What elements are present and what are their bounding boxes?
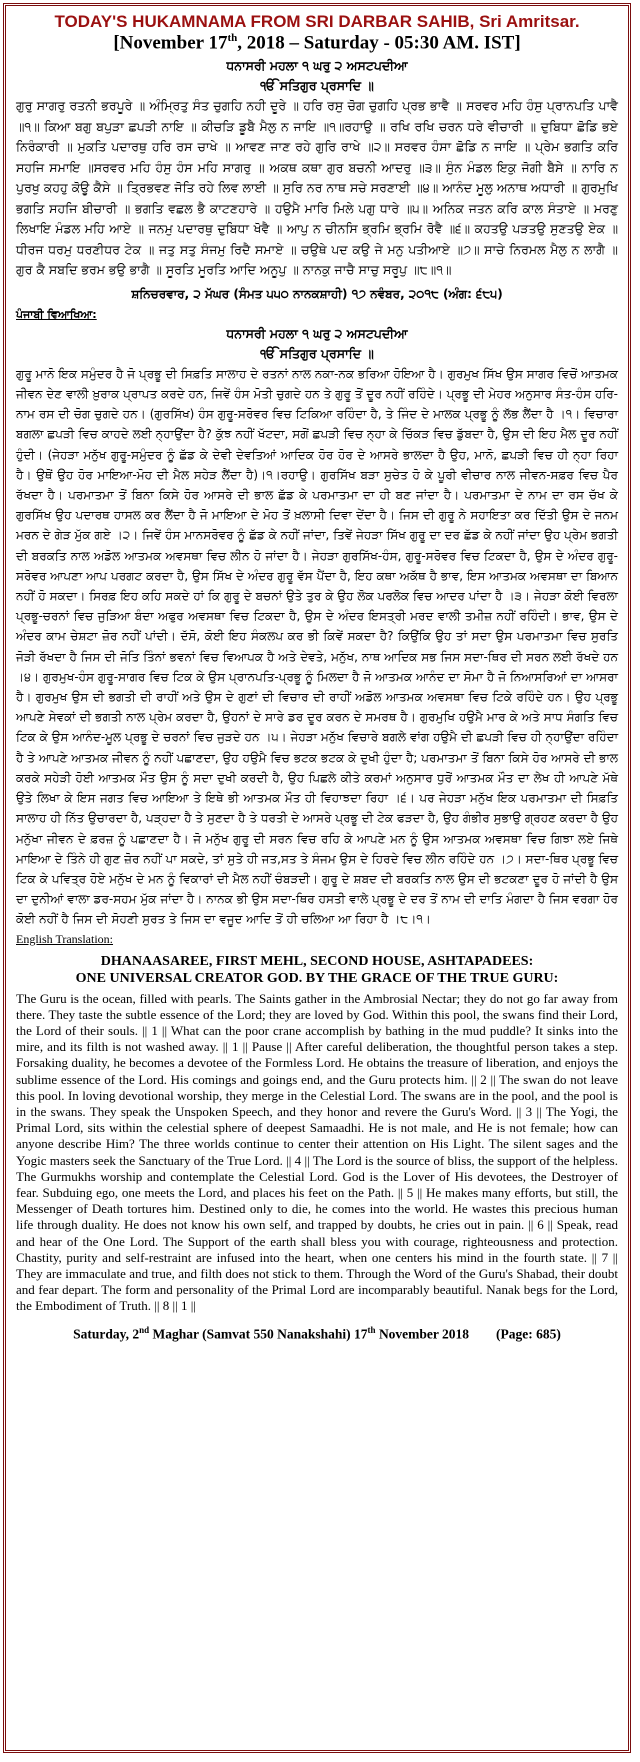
date-superscript: th [227, 32, 238, 44]
english-heading-raag: DHANAASAREE, FIRST MEHL, SECOND HOUSE, ASHTAPADEES: [100, 953, 534, 969]
footer-middle: Maghar (Samvat 550 Nanakshahi) 17 [149, 1326, 368, 1342]
gurbani-heading-raag: ਧਨਾਸਰੀ ਮਹਲਾ ੧ ਘਰੁ ੨ ਅਸਟਪਦੀਆ [226, 58, 408, 74]
page-date [16, 32, 618, 54]
page-title: TODAY'S HUKAMNAMA FROM SRI DARBAR SAHIB, Sri Amritsar. [54, 12, 580, 31]
english-label: English Translation: [16, 931, 114, 946]
footer-date [16, 1325, 618, 1343]
punjabi-heading-raag: ਧਨਾਸਰੀ ਮਹਲਾ ੧ ਘਰੁ ੨ ਅਸਟਪਦੀਆ [226, 325, 408, 341]
footer-superscript-2: th [367, 1324, 376, 1335]
gurmukhi-dateline: ਸ਼ਨਿਚਰਵਾਰ, ੨ ਮੱਘਰ (ਸੰਮਤ ੫੫੦ ਨਾਨਕਸ਼ਾਹੀ) ੧੭ ਨਵੰਬਰ, ੨੦੧੮ (ਅੰਗ: ੬੮੫) [131, 286, 503, 301]
punjabi-label: ਪੰਜਾਬੀ ਵਿਆਖਿਆ: [16, 307, 97, 321]
punjabi-heading-mool: ੴ ਸਤਿਗੁਰ ਪ੍ਰਸਾਦਿ ॥ [260, 345, 374, 361]
hukamnama-page [3, 3, 631, 1753]
footer-superscript-1: nd [139, 1324, 150, 1335]
footer-end: November 2018 (Page: 685) [375, 1326, 561, 1342]
footer-prefix: Saturday, 2 [73, 1326, 140, 1342]
punjabi-explanation: ਗੁਰੂ ਮਾਨੋ ਇਕ ਸਮੁੰਦਰ ਹੈ ਜੋ ਪ੍ਰਭੂ ਦੀ ਸਿਫ਼ਤਿ ਸਾਲਾਹ ਦੇ ਰਤਨਾਂ ਨਾਲ ਨਕਾ-ਨਕ ਭਰਿਆ ਹੋਇਆ ਹੈ। ਗੁਰਮੁਖ ਸਿੱਖ ਉਸ ਸਾਗਰ ਵਿਚੋਂ ਆਤਮਕ ਜੀਵਨ ਦੇਣ ਵਾਲੀ ਖ਼ੁਰਾਕ ਪ੍ਰਾਪਤ ਕਰਦੇ ਹਨ, ਜਿਵੇਂ ਹੰਸ ਮੋਤੀ ਚੁਗਦੇ ਹਨ ਤੇ ਗੁਰੂ ਤੋਂ ਦੂਰ ਨਹੀਂ ਰਹਿੰਦੇ। ਪ੍ਰਭੂ ਦੀ ਮੇਹਰ ਅਨੁਸਾਰ ਸੰਤ-ਹੰਸ ਹਰਿ-ਨਾਮ ਰਸ ਦੀ ਚੋਗ ਚੁਗਦੇ ਹਨ। (ਗੁਰਸਿੱਖ) ਹੰਸ ਗੁਰੂ-ਸਰੋਵਰ ਵਿਚ ਟਿਕਿਆ ਰਹਿੰਦਾ ਹੈ, ਤੇ ਜਿੰਦ ਦੇ ਮਾਲਕ ਪ੍ਰਭੂ ਨੂੰ ਲੱਭ ਲੈਂਦਾ ਹੈ ।੧। ਵਿਚਾਰਾ ਬਗਲਾ ਛਪੜੀ ਵਿਚ ਕਾਹਦੇ ਲਈ ਨ੍ਹਾਉਂਦਾ ਹੈ? ਕੁੱਝ ਨਹੀਂ ਖੱਟਦਾ, ਸਗੋਂ ਛਪੜੀ ਵਿਚ ਨ੍ਹਾ ਕੇ ਚਿੱਕੜ ਵਿਚ ਡੁੱਬਦਾ ਹੈ, ਉਸ ਦੀ ਇਹ ਮੈਲ ਦੂਰ ਨਹੀਂ ਹੁੰਦੀ। (ਜੇਹੜਾ ਮਨੁੱਖ ਗੁਰੂ-ਸਮੁੰਦਰ ਨੂੰ ਛੱਡ ਕੇ ਦੇਵੀ ਦੇਵਤਿਆਂ ਆਦਿਕ ਹੋਰ ਹੋਰ ਦੇ ਆਸਰੇ ਭਾਲਦਾ ਹੈ ਉਹ, ਮਾਨੋ, ਛਪੜੀ ਵਿਚ ਹੀ ਨ੍ਹਾ ਰਿਹਾ ਹੈ। ਉਥੋਂ ਉਹ ਹੋਰ ਮਾਇਆ-ਮੋਹ ਦੀ ਮੈਲ ਸਹੇੜ ਲੈਂਦਾ ਹੈ)।੧।ਰਹਾਉ। ਗੁਰਸਿੱਖ ਬੜਾ ਸੁਚੇਤ ਹੋ ਕੇ ਪੂਰੀ ਵੀਚਾਰ ਨਾਲ ਜੀਵਨ-ਸਫ਼ਰ ਵਿਚ ਪੈਰ ਰੱਖਦਾ ਹੈ। ਪਰਮਾਤਮਾ ਤੋਂ ਬਿਨਾ ਕਿਸੇ ਹੋਰ ਆਸਰੇ ਦੀ ਭਾਲ ਛੱਡ ਕੇ ਪਰਮਾਤਮਾ ਦਾ ਹੀ ਬਣ ਜਾਂਦਾ ਹੈ। ਪਰਮਾਤਮਾ ਦੇ ਨਾਮ ਦਾ ਰਸ ਚੱਖ ਕੇ ਗੁਰਸਿੱਖ ਉਹ ਪਦਾਰਥ ਹਾਸਲ ਕਰ ਲੈਂਦਾ ਹੈ ਜੋ ਮਾਇਆ ਦੇ ਮੋਹ ਤੋਂ ਖ਼ਲਾਸੀ ਦਿਵਾ ਦੇਂਦਾ ਹੈ। ਜਿਸ ਦੀ ਗੁਰੂ ਨੇ ਸਹਾਇਤਾ ਕਰ ਦਿੱਤੀ ਉਸ ਦੇ ਜਨਮ ਮਰਨ ਦੇ ਗੇੜ ਮੁੱਕ ਗਏ ।੨। ਜਿਵੇਂ ਹੰਸ ਮਾਨਸਰੋਵਰ ਨੂੰ ਛੱਡ ਕੇ ਨਹੀਂ ਜਾਂਦਾ, ਤਿਵੇਂ ਜੇਹੜਾ ਸਿੱਖ ਗੁਰੂ ਦਾ ਦਰ ਛੱਡ ਕੇ ਨਹੀਂ ਜਾਂਦਾ ਉਹ ਪ੍ਰੇਮ ਭਗਤੀ ਦੀ ਬਰਕਤਿ ਨਾਲ ਅਡੋਲ ਆਤਮਕ ਅਵਸਥਾ ਵਿਚ ਲੀਨ ਹੋ ਜਾਂਦਾ ਹੈ। ਜੇਹੜਾ ਗੁਰਸਿੱਖ-ਹੰਸ, ਗੁਰੂ-ਸਰੋਵਰ ਵਿਚ ਟਿਕਦਾ ਹੈ, ਉਸ ਦੇ ਅੰਦਰ ਗੁਰੂ-ਸਰੋਵਰ ਆਪਣਾ ਆਪ ਪਰਗਟ ਕਰਦਾ ਹੈ, ਉਸ ਸਿੱਖ ਦੇ ਅੰਦਰ ਗੁਰੂ ਵੱਸ ਪੈਂਦਾ ਹੈ, ਇਹ ਕਥਾ ਅਕੱਥ ਹੈ ਭਾਵ, ਇਸ ਆਤਮਕ ਅਵਸਥਾ ਦਾ ਬਿਆਨ ਨਹੀਂ ਹੋ ਸਕਦਾ। ਸਿਰਫ਼ ਇਹ ਕਹਿ ਸਕਦੇ ਹਾਂ ਕਿ ਗੁਰੂ ਦੇ ਬਚਨਾਂ ਉਤੇ ਤੁਰ ਕੇ ਉਹ ਲੋਕ ਪਰਲੋਕ ਵਿਚ ਆਦਰ ਪਾਂਦਾ ਹੈ ।੩। ਜੇਹੜਾ ਕੋਈ ਵਿਰਲਾ ਪ੍ਰਭੂ-ਚਰਨਾਂ ਵਿਚ ਜੁੜਿਆ ਬੰਦਾ ਅਫੁਰ ਅਵਸਥਾ ਵਿਚ ਟਿਕਦਾ ਹੈ, ਉਸ ਦੇ ਅੰਦਰ ਇਸਤ੍ਰੀ ਮਰਦ ਵਾਲੀ ਤਮੀਜ਼ ਨਹੀਂ ਰਹਿੰਦੀ। ਭਾਵ, ਉਸ ਦੇ ਅੰਦਰ ਕਾਮ ਚੇਸ਼ਟਾ ਜ਼ੋਰ ਨਹੀਂ ਪਾਂਦੀ। ਦੱਸੋ, ਕੋਈ ਇਹ ਸੰਕਲਪ ਕਰ ਭੀ ਕਿਵੇਂ ਸਕਦਾ ਹੈ? ਕਿਉਂਕਿ ਉਹ ਤਾਂ ਸਦਾ ਉਸ ਪਰਮਾਤਮਾ ਵਿਚ ਸੁਰਤਿ ਜੋੜੀ ਰੱਖਦਾ ਹੈ ਜਿਸ ਦੀ ਜੋਤਿ ਤਿੰਨਾਂ ਭਵਨਾਂ ਵਿਚ ਵਿਆਪਕ ਹੈ ਅਤੇ ਦੇਵਤੇ, ਮਨੁੱਖ, ਨਾਥ ਆਦਿਕ ਸਭ ਜਿਸ ਸਦਾ-ਥਿਰ ਦੀ ਸਰਨ ਲਈ ਰੱਖਦੇ ਹਨ ।੪। ਗੁਰਮੁਖ-ਹੰਸ ਗੁਰੂ-ਸਾਗਰ ਵਿਚ ਟਿਕ ਕੇ ਉਸ ਪ੍ਰਾਨਪਤਿ-ਪ੍ਰਭੂ ਨੂੰ ਮਿਲਦਾ ਹੈ ਜੋ ਆਤਮਕ ਆਨੰਦ ਦਾ ਸੋਮਾ ਹੈ ਜੋ ਨਿਆਸਰਿਆਂ ਦਾ ਆਸਰਾ ਹੈ। ਗੁਰਮੁਖ ਉਸ ਦੀ ਭਗਤੀ ਦੀ ਰਾਹੀਂ ਅਤੇ ਉਸ ਦੇ ਗੁਣਾਂ ਦੀ ਵਿਚਾਰ ਦੀ ਰਾਹੀਂ ਅਡੋਲ ਆਤਮਕ ਅਵਸਥਾ ਵਿਚ ਟਿਕੇ ਰਹਿੰਦੇ ਹਨ। ਉਹ ਪ੍ਰਭੂ ਆਪਣੇ ਸੇਵਕਾਂ ਦੀ ਭਗਤੀ ਨਾਲ ਪ੍ਰੇਮ ਕਰਦਾ ਹੈ, ਉਹਨਾਂ ਦੇ ਸਾਰੇ ਡਰ ਦੂਰ ਕਰਨ ਦੇ ਸਮਰਥ ਹੈ। ਗੁਰਮੁਖਿ ਹਉਮੈ ਮਾਰ ਕੇ ਅਤੇ ਸਾਧ ਸੰਗਤਿ ਵਿਚ ਟਿਕ ਕੇ ਉਸ ਆਨੰਦ-ਮੂਲ ਪ੍ਰਭੂ ਦੇ ਚਰਨਾਂ ਵਿਚ ਜੁੜਦੇ ਹਨ ।੫। ਜੇਹੜਾ ਮਨੁੱਖ ਵਿਚਾਰੇ ਬਗਲੇ ਵਾਂਗ ਹਉਮੈ ਦੀ ਛਪੜੀ ਵਿਚ ਹੀ ਨ੍ਹਾਉਂਦਾ ਰਹਿੰਦਾ ਹੈ ਤੇ ਆਪਣੇ ਆਤਮਕ ਜੀਵਨ ਨੂੰ ਨਹੀਂ ਪਛਾਣਦਾ, ਉਹ ਹਉਮੈ ਵਿਚ ਭਟਕ ਭਟਕ ਕੇ ਦੁਖੀ ਹੁੰਦਾ ਹੈ; ਪਰਮਾਤਮਾ ਤੋਂ ਬਿਨਾ ਕਿਸੇ ਹੋਰ ਆਸਰੇ ਦੀ ਭਾਲ ਕਰਕੇ ਸਹੇੜੀ ਹੋਈ ਆਤਮਕ ਮੌਤ ਉਸ ਨੂੰ ਸਦਾ ਦੁਖੀ ਕਰਦੀ ਹੈ, ਉਹ ਪਿਛਲੇ ਕੀਤੇ ਕਰਮਾਂ ਅਨੁਸਾਰ ਧੁਰੋਂ ਆਤਮਕ ਮੌਤ ਦਾ ਲੇਖ ਹੀ ਆਪਣੇ ਮੱਥੇ ਉਤੇ ਲਿਖਾ ਕੇ ਇਸ ਜਗਤ ਵਿਚ ਆਇਆ ਤੇ ਇਥੇ ਭੀ ਆਤਮਕ ਮੌਤ ਹੀ ਵਿਹਾਝਦਾ ਰਿਹਾ ।੬। ਪਰ ਜੇਹੜਾ ਮਨੁੱਖ ਇਕ ਪਰਮਾਤਮਾ ਦੀ ਸਿਫ਼ਤਿ ਸਾਲਾਹ ਹੀ ਨਿੱਤ ਉਚਾਰਦਾ ਹੈ, ਪੜ੍ਹਦਾ ਹੈ ਤੇ ਸੁਣਦਾ ਹੈ ਤੇ ਧਰਤੀ ਦੇ ਆਸਰੇ ਪ੍ਰਭੂ ਦੀ ਟੇਕ ਫੜਦਾ ਹੈ, ਉਹ ਗੰਭੀਰ ਸੁਭਾਉ ਗ੍ਰਹਣ ਕਰਦਾ ਹੈ ਉਹ ਮਨੁੱਖਾ ਜੀਵਨ ਦੇ ਫ਼ਰਜ਼ ਨੂੰ ਪਛਾਣਦਾ ਹੈ। ਜੋ ਮਨੁੱਖ ਗੁਰੂ ਦੀ ਸਰਨ ਵਿਚ ਰਹਿ ਕੇ ਆਪਣੇ ਮਨ ਨੂੰ ਉਸ ਆਤਮਕ ਅਵਸਥਾ ਵਿਚ ਗਿਝਾ ਲਏ ਜਿਥੇ ਮਾਇਆ ਦੇ ਤਿੰਨੇ ਹੀ ਗੁਣ ਜ਼ੋਰ ਨਹੀਂ ਪਾ ਸਕਦੇ, ਤਾਂ ਸੁਤੇ ਹੀ ਜਤ,ਸਤ ਤੇ ਸੰਜਮ ਉਸ ਦੇ ਹਿਰਦੇ ਵਿਚ ਲੀਨ ਰਹਿੰਦੇ ਹਨ ।੭। ਸਦਾ-ਥਿਰ ਪ੍ਰਭੂ ਵਿਚ ਟਿਕ ਕੇ ਪਵਿਤ੍ਰ ਹੋਏ ਮਨੁੱਖ ਦੇ ਮਨ ਨੂੰ ਵਿਕਾਰਾਂ ਦੀ ਮੈਲ ਨਹੀਂ ਚੰਬੜਦੀ। ਗੁਰੂ ਦੇ ਸ਼ਬਦ ਦੀ ਬਰਕਤਿ ਨਾਲ ਉਸ ਦੀ ਭਟਕਣਾ ਦੂਰ ਹੋ ਜਾਂਦੀ ਹੈ ਉਸ ਦਾ ਦੁਨੀਆਂ ਵਾਲਾ ਡਰ-ਸਹਮ ਮੁੱਕ ਜਾਂਦਾ ਹੈ। ਨਾਨਕ ਭੀ ਉਸ ਸਦਾ-ਥਿਰ ਹਸਤੀ ਵਾਲੇ ਪ੍ਰਭੂ ਦੇ ਦਰ ਤੋਂ ਨਾਮ ਦੀ ਦਾਤਿ ਮੰਗਦਾ ਹੈ ਜਿਸ ਵਰਗਾ ਹੋਰ ਕੋਈ ਨਹੀਂ ਹੈ ਜਿਸ ਦੀ ਸੋਹਣੀ ਸੁਰਤ ਤੇ ਜਿਸ ਦਾ ਵਜੂਦ ਆਦਿ ਤੋਂ ਹੀ ਚਲਿਆ ਆ ਰਿਹਾ ਹੈ ।੮।੧। [16, 366, 618, 927]
gurbani-text: ਗੁਰੁ ਸਾਗਰੁ ਰਤਨੀ ਭਰਪੂਰੇ ॥ ਅੰਮ੍ਰਿਤੁ ਸੰਤ ਚੁਗਹਿ ਨਹੀ ਦੂਰੇ ॥ ਹਰਿ ਰਸੁ ਚੋਗ ਚੁਗਹਿ ਪ੍ਰਭ ਭਾਵੈ ॥ ਸਰਵਰ ਮਹਿ ਹੰਸੁ ਪ੍ਰਾਨਪਤਿ ਪਾਵੈ ॥੧॥ ਕਿਆ ਬਗੁ ਬਪੁੜਾ ਛਪੜੀ ਨਾਇ ॥ ਕੀਚੜਿ ਡੂਬੈ ਮੈਲੁ ਨ ਜਾਇ ॥੧॥ਰਹਾਉ ॥ ਰਖਿ ਰਖਿ ਚਰਨ ਧਰੇ ਵੀਚਾਰੀ ॥ ਦੁਬਿਧਾ ਛੋਡਿ ਭਏ ਨਿਰੰਕਾਰੀ ॥ ਮੁਕਤਿ ਪਦਾਰਥੁ ਹਰਿ ਰਸ ਚਾਖੇ ॥ ਆਵਣ ਜਾਣ ਰਹੇ ਗੁਰਿ ਰਾਖੇ ॥੨॥ ਸਰਵਰ ਹੰਸਾ ਛੋਡਿ ਨ ਜਾਇ ॥ ਪ੍ਰੇਮ ਭਗਤਿ ਕਰਿ ਸਹਜਿ ਸਮਾਇ ॥ਸਰਵਰ ਮਹਿ ਹੰਸੁ ਹੰਸ ਮਹਿ ਸਾਗਰੁ ॥ ਅਕਥ ਕਥਾ ਗੁਰ ਬਚਨੀ ਆਦਰੁ ॥੩॥ ਸੁੰਨ ਮੰਡਲ ਇਕੁ ਜੋਗੀ ਬੈਸੇ ॥ ਨਾਰਿ ਨ ਪੁਰਖੁ ਕਹਹੁ ਕੋਊ ਕੈਸੇ ॥ ਤ੍ਰਿਭਵਣ ਜੋਤਿ ਰਹੇ ਲਿਵ ਲਾਈ ॥ ਸੁਰਿ ਨਰ ਨਾਥ ਸਚੇ ਸਰਣਾਈ ॥੪॥ ਆਨੰਦ ਮੂਲੁ ਅਨਾਥ ਅਧਾਰੀ ॥ ਗੁਰਮੁਖਿ ਭਗਤਿ ਸਹਜਿ ਬੀਚਾਰੀ ॥ ਭਗਤਿ ਵਛਲ ਭੈ ਕਾਟਣਹਾਰੇ ॥ ਹਉਮੈ ਮਾਰਿ ਮਿਲੇ ਪਗੁ ਧਾਰੇ ॥੫॥ ਅਨਿਕ ਜਤਨ ਕਰਿ ਕਾਲ ਸੰਤਾਏ ॥ ਮਰਣੁ ਲਿਖਾਇ ਮੰਡਲ ਮਹਿ ਆਏ ॥ ਜਨਮੁ ਪਦਾਰਥੁ ਦੁਬਿਧਾ ਖੋਵੈ ॥ ਆਪੁ ਨ ਚੀਨਸਿ ਭ੍ਰਮਿ ਭ੍ਰਮਿ ਰੋਵੈ ॥੬॥ ਕਹਤਉ ਪੜਤਉ ਸੁਣਤਉ ਏਕ ॥ਧੀਰਜ ਧਰਮੁ ਧਰਣੀਧਰ ਟੇਕ ॥ ਜਤੁ ਸਤੁ ਸੰਜਮੁ ਰਿਦੈ ਸਮਾਏ ॥ ਚਉਥੇ ਪਦ ਕਉ ਜੇ ਮਨੁ ਪਤੀਆਏ ॥੭॥ ਸਾਚੇ ਨਿਰਮਲ ਮੈਲੁ ਨ ਲਾਗੈ ॥ ਗੁਰ ਕੈ ਸਬਦਿ ਭਰਮ ਭਉ ਭਾਗੈ ॥ ਸੂਰਤਿ ਮੂਰਤਿ ਆਦਿ ਅਨੂਪੁ ॥ ਨਾਨਕੁ ਜਾਚੈ ਸਾਚੁ ਸਰੂਪੁ ॥੮॥੧॥ [16, 98, 618, 278]
english-translation: The Guru is the ocean, filled with pearls. The Saints gather in the Ambrosial Nectar; they do not go far away from there. They taste the subtle essence of the Lord; they are loved by God. Within this pool, the swans find their Lord, the Lord of their souls. || 1 || What can the poor crane accomplish by bathing in the mud puddle? It sinks into the mire, and its filth is not washed away. || 1 || Pause || After careful deliberation, the thoughtful person takes a step. Forsaking duality, he becomes a devotee of the Formless Lord. He obtains the treasure of liberation, and enjoys the sublime essence of the Lord. His comings and goings end, and the Guru protects him. || 2 || The swan do not leave this pool. In loving devotional worship, they merge in the Celestial Lord. The swans are in the pool, and the pool is in the swans. They speak the Unspoken Speech, and they honor and revere the Guru's Word. || 3 || The Yogi, the Primal Lord, sits within the celestial sphere of deepest Samaadhi. He is not male, and He is not female; how can anyone describe Him? The three worlds continue to center their attention on His Light. The silent sages and the Yogic masters seek the Sanctuary of the True Lord. || 4 || The Lord is the source of bliss, the support of the helpless. The Gurmukhs worship and contemplate the Celestial Lord. God is the Lover of His devotees, the Destroyer of fear. Subduing ego, one meets the Lord, and places his feet on the Path. || 5 || He makes many efforts, but still, the Messenger of Death tortures him. Destined only to die, he comes into the world. He wastes this precious human life through duality. He does not know his own self, and trapped by doubts, he cries out in pain. || 6 || Speak, read and hear of the One Lord. The Support of the earth shall bless you with courage, righteousness and protection. Chastity, purity and self-restraint are infused into the heart, when one centers his mind in the fourth state. || 7 || They are immaculate and true, and filth does not stick to them. Through the Word of the Guru's Shabad, their doubt and fear depart. The form and personality of the Primal Lord are incomparably beautiful. Nanak begs for the Lord, the Embodiment of Truth. || 8 || 1 || [16, 990, 618, 1314]
date-prefix: [November 17 [113, 32, 228, 54]
english-heading-mool: ONE UNIVERSAL CREATOR GOD. BY THE GRACE OF THE TRUE GURU: [75, 970, 559, 986]
date-suffix: , 2018 – Saturday - 05:30 AM. IST] [237, 32, 521, 54]
gurbani-heading-mool: ੴ ਸਤਿਗੁਰ ਪ੍ਰਸਾਦਿ ॥ [260, 78, 374, 94]
